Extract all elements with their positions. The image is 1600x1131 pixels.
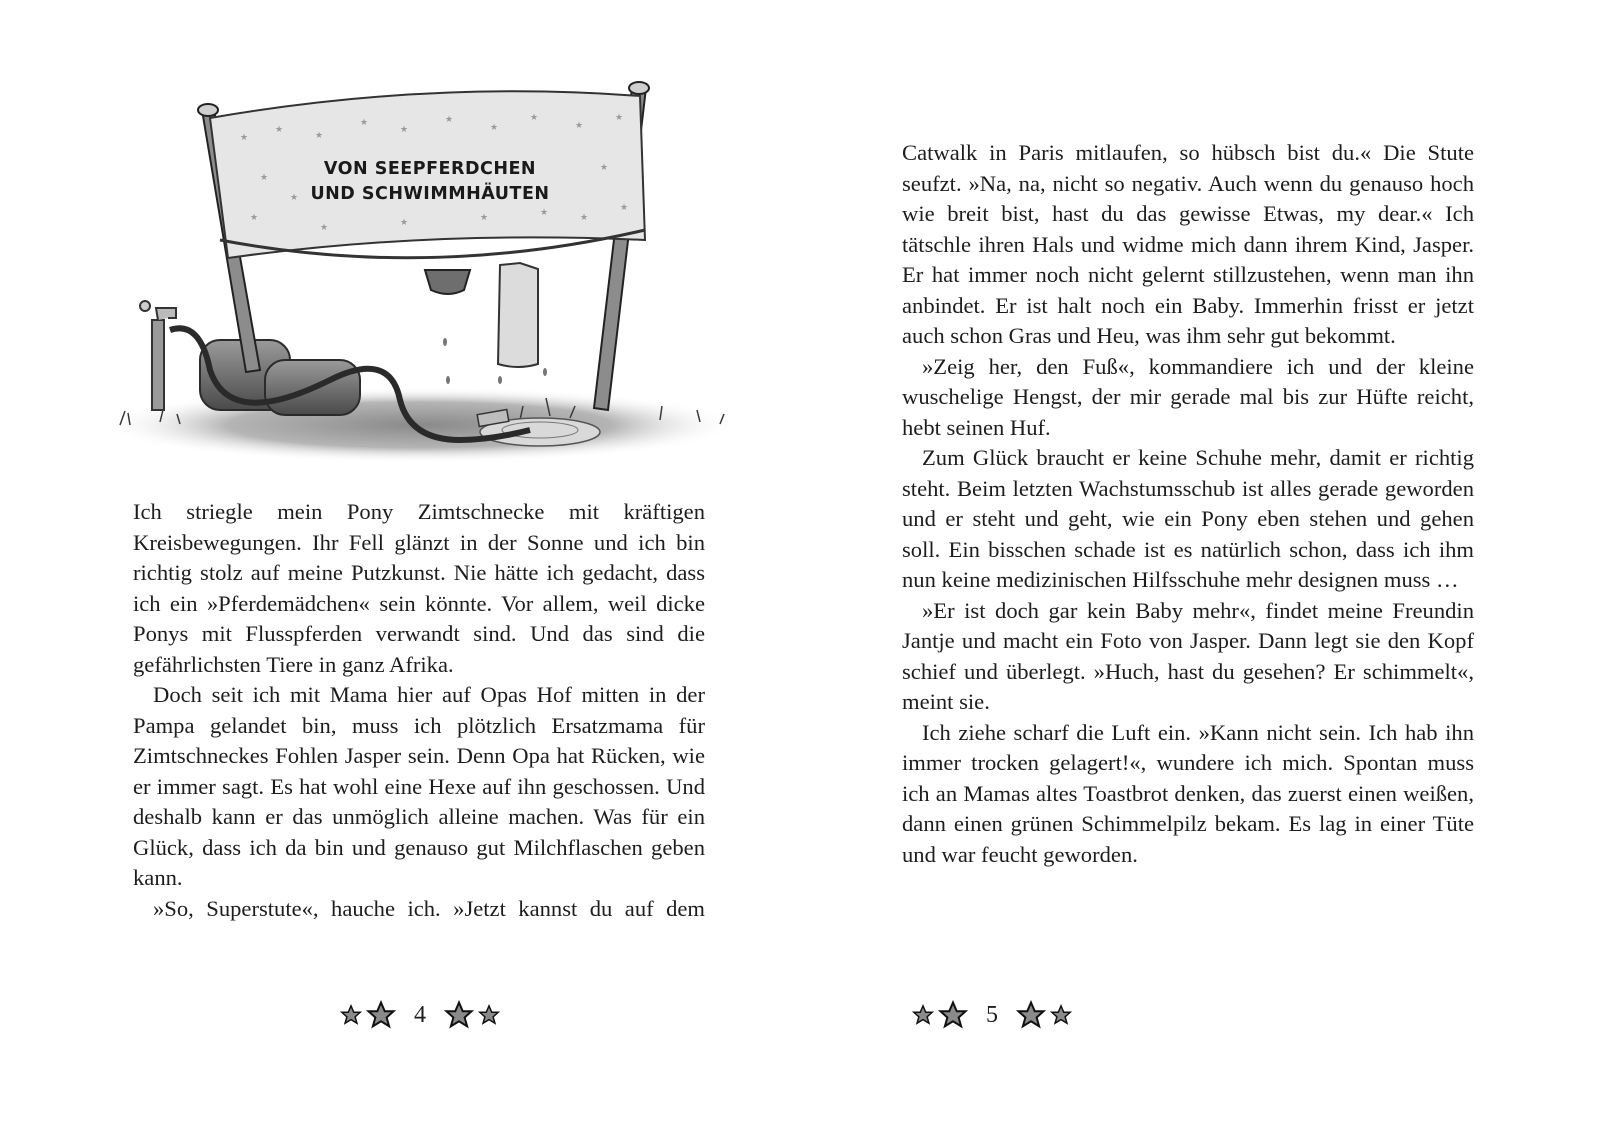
page-number: 4 — [414, 1001, 426, 1028]
star-icon — [1050, 1004, 1072, 1026]
svg-text:★: ★ — [620, 203, 629, 213]
svg-text:★: ★ — [615, 113, 624, 123]
star-icon — [444, 1000, 474, 1030]
right-page-footer — [842, 1000, 1142, 1030]
paragraph: Catwalk in Paris mitlaufen, so hübsch bist du.« Die Stute seufzt. »Na, na, nicht so negativ. Auch wenn du genauso hoch wie breit bist, hast du das gewisse Etwas, my dear.« Ich tätschle ihren Hals und widme mich dann ihrem Kind, Jasper. Er hat immer noch nicht gelernt stillzustehen, wenn man ihn anbindet. Er ist halt noch ein Baby. Immerhin frisst er jetzt auch schon Gras und Heu, was ihm sehr gut bekommt. — [902, 140, 1474, 348]
svg-text:★: ★ — [290, 193, 299, 203]
underwear — [425, 270, 470, 294]
svg-text:★: ★ — [600, 163, 609, 173]
paragraph: Ich ziehe scharf die Luft ein. »Kann nicht sein. Ich hab ihn immer trocken gelagert!«, wundere ich mich. Spontan muss ich an Mamas altes Toastbrot denken, das zuerst einen weißen, dann einen grünen Schimmelpilz bekam. Es lag in einer Tüte und war feucht geworden. — [902, 719, 1474, 867]
shirt — [498, 263, 538, 367]
svg-text:★: ★ — [260, 173, 269, 183]
svg-text:★: ★ — [480, 213, 489, 223]
svg-text:★: ★ — [315, 131, 324, 141]
svg-text:★: ★ — [575, 121, 584, 131]
banner-title-line-1: VON SEEPFERDCHEN — [323, 159, 537, 179]
star-icon — [1016, 1000, 1046, 1030]
paragraph: »Zeig her, den Fuß«, kommandiere ich und der kleine wuschelige Hengst, der mir gerade mal bis zur Hüfte reicht, hebt seinen Huf. — [902, 353, 1474, 440]
svg-text:★: ★ — [320, 223, 329, 233]
svg-text:★: ★ — [580, 213, 589, 223]
paragraph: »Er ist doch gar kein Baby mehr«, findet meine Freundin Jantje und macht ein Foto von Jasper. Dann legt sie den Kopf schief und überlegt. »Huch, hast du gesehen? Er schimmelt«, meint sie. — [902, 597, 1474, 714]
svg-text:★: ★ — [400, 218, 409, 228]
clothesline-illustration — [100, 80, 760, 480]
svg-text:★: ★ — [275, 125, 284, 135]
grass-ground — [100, 387, 740, 463]
paragraph: Doch seit ich mit Mama hier auf Opas Hof mitten in der Pampa gelandet bin, muss ich plötzlich Ersatzmama für Zimtschneckes Fohlen Jasper sein. Denn Opa hat Rücken, wie er immer sagt. Es hat wohl eine Hexe auf ihn geschossen. Und deshalb kann er das unmöglich alleine machen. Was für ein Glück, dass ich da bin und genauso gut Milchflaschen geben kann. — [133, 682, 705, 890]
right-page — [800, 0, 1600, 1131]
star-icon — [340, 1004, 362, 1026]
svg-text:★: ★ — [530, 113, 539, 123]
svg-text:★: ★ — [490, 123, 499, 133]
paragraph: »So, Superstute«, hauche ich. »Jetzt kannst du auf dem — [153, 895, 705, 921]
svg-text:★: ★ — [540, 208, 549, 218]
left-page-footer — [270, 1000, 570, 1030]
chapter-illustration — [100, 80, 760, 480]
paragraph: Ich striegle mein Pony Zimtschnecke mit kräftigen Kreisbewegungen. Ihr Fell glänzt in der Sonne und ich bin richtig stolz auf meine Putzkunst. Nie hätte ich gedacht, dass ich ein »Pferdemädchen« sein könnte. Vor allem, weil dicke Ponys mit Flusspferden verwandt sind. Und das sind die gefährlichsten Tiere in ganz Afrika. — [133, 499, 705, 677]
svg-text:★: ★ — [445, 115, 454, 125]
star-icon — [478, 1004, 500, 1026]
page-number: 5 — [986, 1001, 998, 1028]
banner-title-line-2: UND SCHWIMMHÄUTEN — [310, 184, 550, 204]
star-icon — [938, 1000, 968, 1030]
svg-text:★: ★ — [240, 133, 249, 143]
star-icon — [366, 1000, 396, 1030]
star-icon — [912, 1004, 934, 1026]
svg-text:★: ★ — [360, 118, 369, 128]
paragraph: Zum Glück braucht er keine Schuhe mehr, damit er richtig steht. Beim letzten Wachstumsschub ist alles gerade geworden und er steht und geht, wie ein Pony eben stehen und gehen soll. Ein bisschen schade ist es natürlich schon, dass ich ihm nun keine medizinischen Hilfsschuhe mehr designen muss … — [902, 445, 1474, 592]
svg-text:★: ★ — [400, 125, 409, 135]
svg-text:★: ★ — [250, 213, 259, 223]
left-body-text — [133, 497, 705, 924]
water-tap — [140, 301, 176, 410]
right-body-text — [902, 138, 1474, 870]
